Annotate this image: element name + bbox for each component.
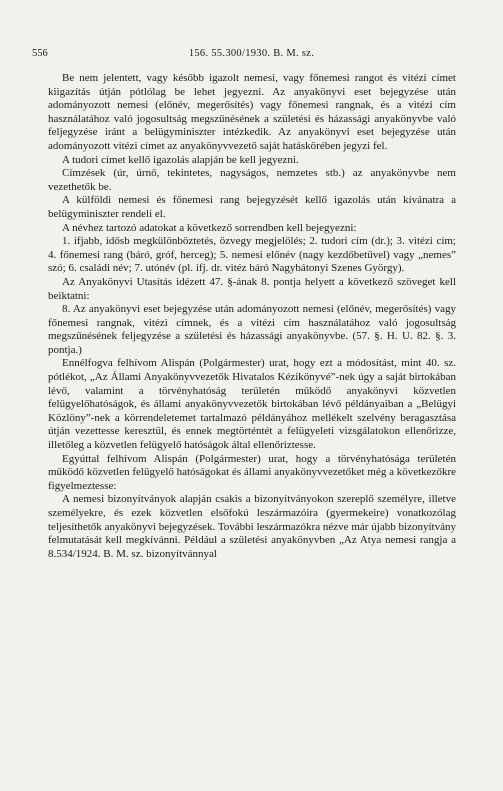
paragraph-4: A külföldi nemesi és főnemesi rang bejegyzését kellő igazolás után kívánatra a belügyminiszter rendeli el. xyxy=(48,194,456,220)
page-reference: 156. 55.300/1930. B. M. sz. xyxy=(188,48,315,59)
paragraph-6: 1. ifjabb, idősb megkülönböztetés, özvegy megjelölés; 2. tudori cím (dr.); 3. vitézi cím; 4. főnemesi rang (báró, gróf, herceg); 5. nemesi előnév (nagy kezdőbetűvel) vagy „nemes” szó; 6. családi név; 7. utónév (pl. ifj. dr. vitéz báró Nagybátonyi Szenes György). xyxy=(48,235,456,275)
document-body xyxy=(48,72,456,561)
paragraph-11: A nemesi bizonyítványok alapján csakis a bizonyítványokon szereplő személyre, illetve személyekre, és ezek közvetlen elsőfokú leszármazóira (gyermekeire) vonatkozólag teljesíthetők anyakönyvi bejegyzések. További leszármazókra nézve már újabb bizonyítvány felmutatását kell megkívánni. Például a születési anyakönyvben „Az Atya nemesi rangja a 8.534/1924. B. M. sz. bizonyítvánnyal xyxy=(48,493,456,560)
paragraph-9: Ennélfogva felhívom Alispán (Polgármester) urat, hogy ezt a módosítást, mint 40. sz. pótlékot, „Az Állami Anyakönyvvezetők Hivatalos Kézikönyvé”-nek úgy a saját birtokában lévő, valamint a törvényhatóság területén működő anyakönyvi közvetlen felügyelőhatóságok, és állami anyakönyvvezetők birtokában lévő példányaiban a „Belügyi Közlöny”-nek a körrendeletemet tartalmazó példányához mellékelt szelvény beragasztása útján vezettesse keresztül, és ennek megtörténtét a felügyeleti vizsgálatokon ellenőrizze, illetőleg a közvetlen felügyelő hatóságok által ellenőriztesse. xyxy=(48,357,456,452)
paragraph-3: Címzések (úr, úrnő, tekintetes, nagyságos, nemzetes stb.) az anyakönyvbe nem vezethetők be. xyxy=(48,167,456,193)
paragraph-8: 8. Az anyakönyvi eset bejegyzése után adományozott nemesi (előnév, megerősítés) vagy főnemesi rangnak, vitézi címnek, és a vitézi cím használatához való jogosultság megszűnésének feljegyzése a születési és házassági anyakönyvbe. (57. §. H. U. 82. §. 3. pontja.) xyxy=(48,303,456,356)
paragraph-7: Az Anyakönyvi Utasítás idézett 47. §-ának 8. pontja helyett a következő szöveget kell beiktatni: xyxy=(48,275,456,302)
paragraph-2: A tudori címet kellő igazolás alapján be kell jegyezni. xyxy=(62,153,299,166)
paragraph-1: Be nem jelentett, vagy később igazolt nemesi, vagy főnemesi rangot és vitézi címet kiigazítás útján pótlólag be lehet jegyezni. Az anyakönyvi eset bejegyzése után adományozott nemesi (előnév, megerősítés) vagy főnemesi rangnak, és a vitézi cím használatához való jogosultság megszűnésének a születési és házassági anyakönyvbe való feljegyzése iránt a belügyminiszter intézkedik. Az anyakönyvi eset bejegyzése után adományozott vitézi címet az anyakönyvvezető saját hatáskörében jegyzi fel. xyxy=(48,72,456,152)
page-header xyxy=(32,48,471,60)
paragraph-5: A névhez tartozó adatokat a következő sorrendben kell bejegyezni: xyxy=(62,221,357,234)
page-number: 556 xyxy=(32,48,48,59)
paragraph-10: Egyúttal felhívom Alispán (Polgármester) urat, hogy a törvényhatósága területén működő közvetlen felügyelő hatóságokat és állami anyakönyvvezetőket még a következőkre figyelmeztesse: xyxy=(48,452,456,492)
